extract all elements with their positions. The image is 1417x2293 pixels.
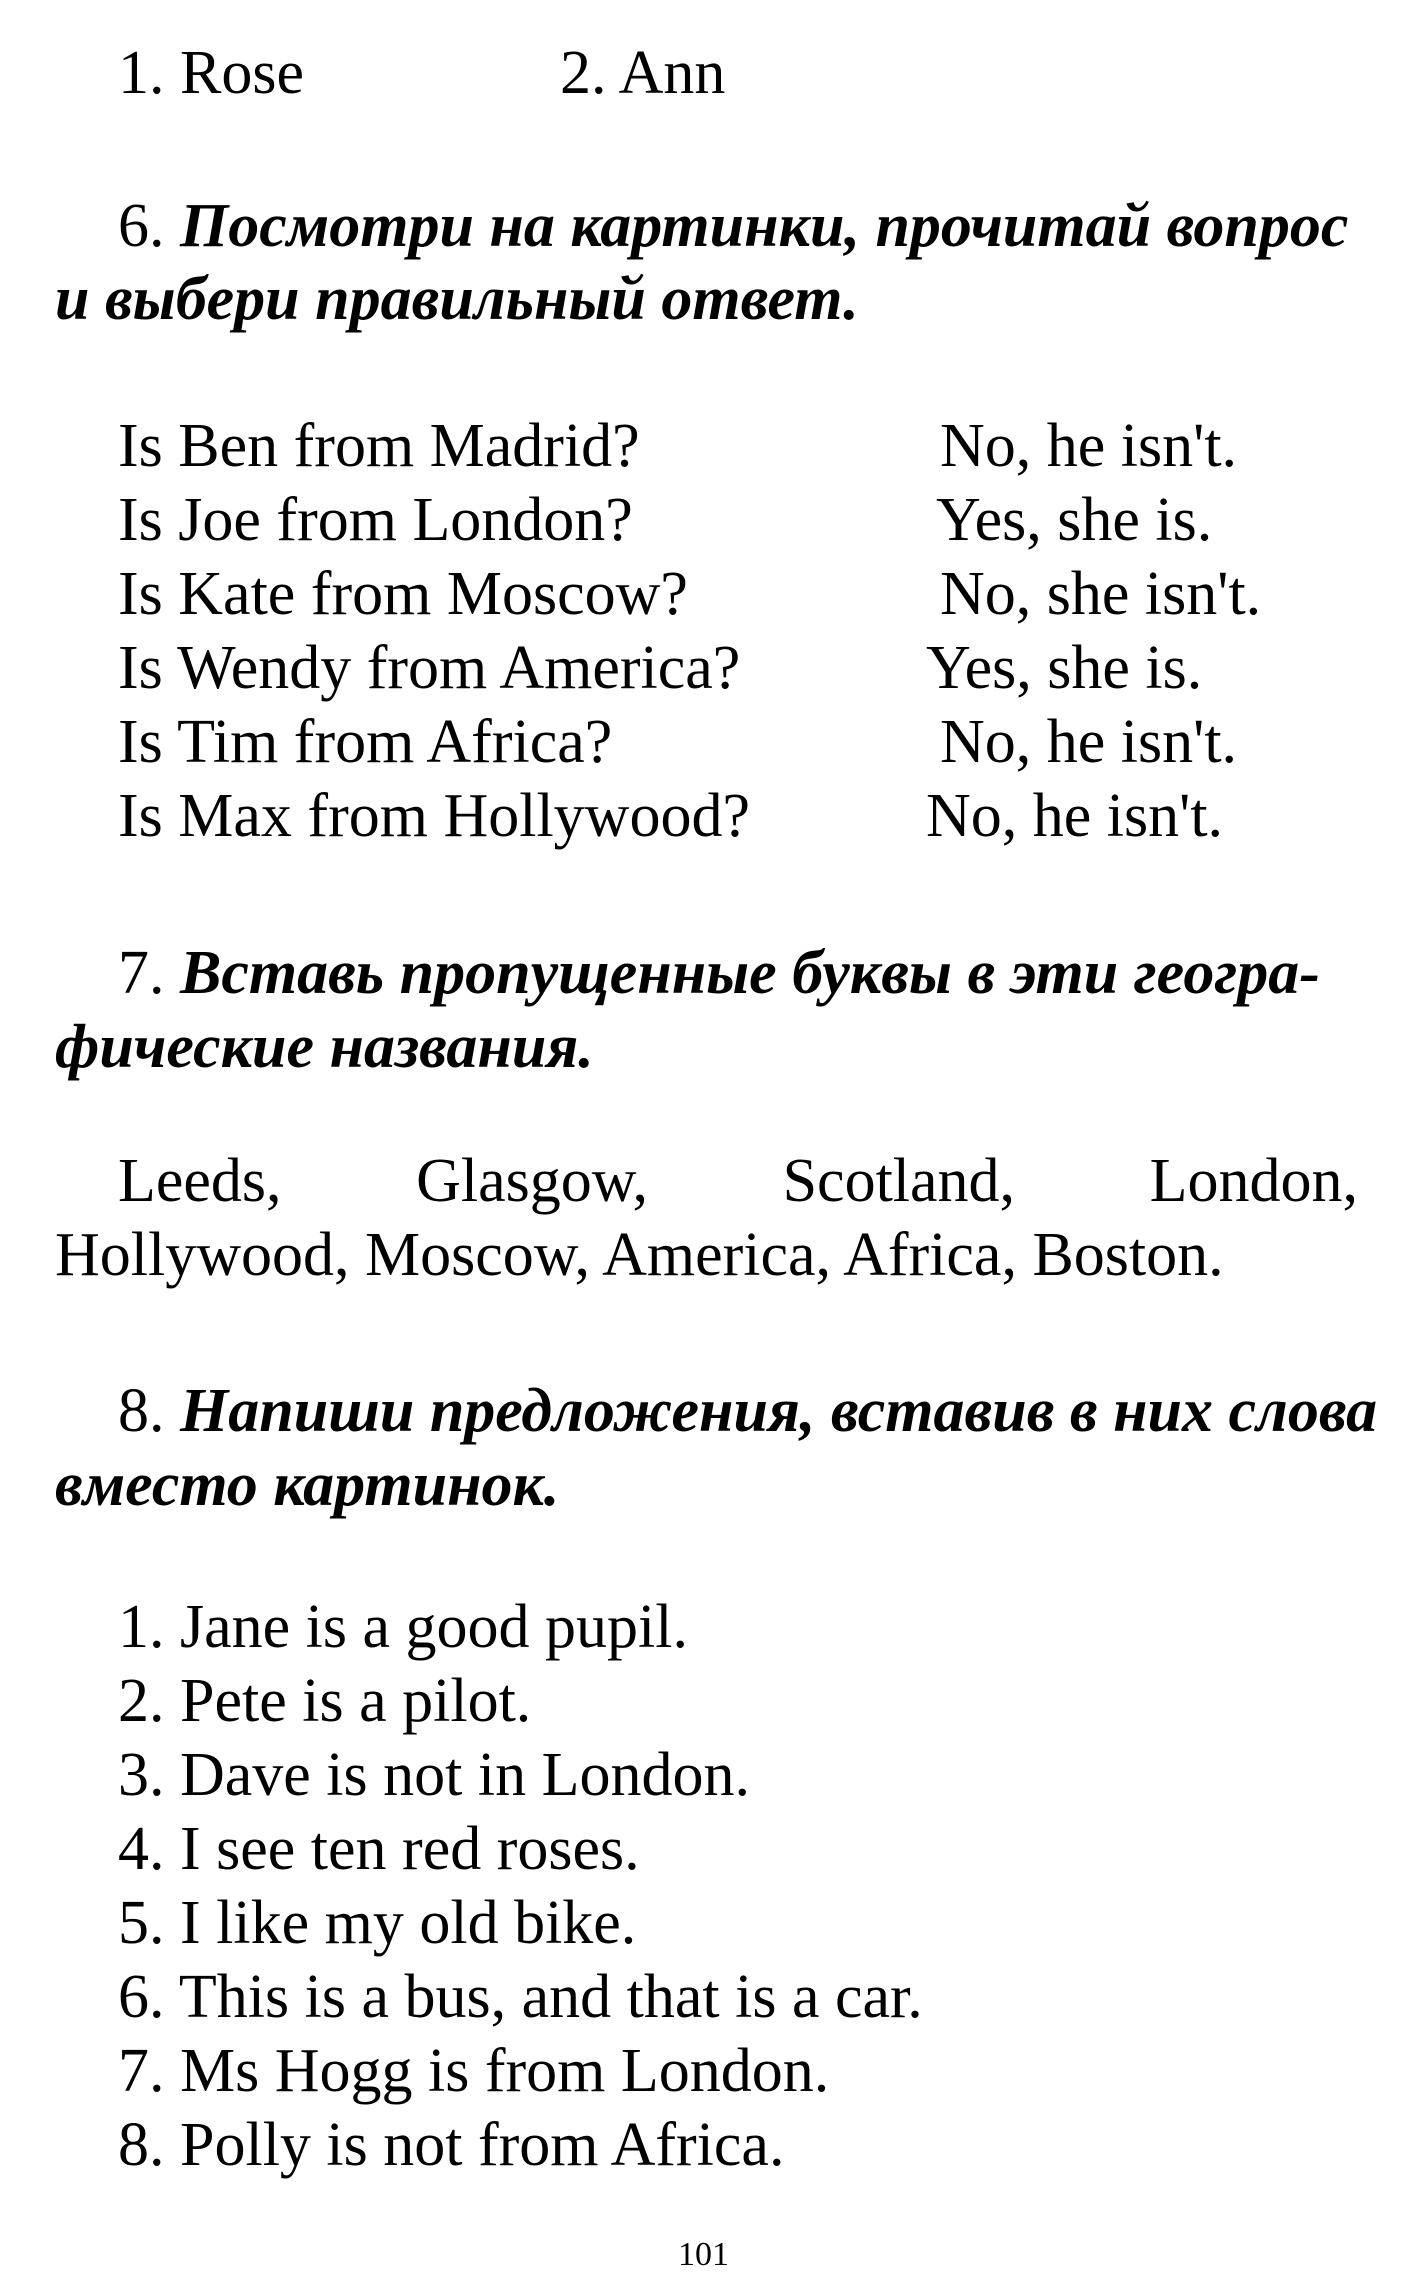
top-answer-1: 1. Rose [118, 39, 304, 107]
qa-row-4 [118, 634, 1358, 703]
task8-number: 8. [118, 1377, 165, 1445]
task6-instruction-line1 [118, 192, 1349, 260]
qa-answer: No, he isn't. [940, 412, 1238, 480]
qa-answer: No, she isn't. [940, 560, 1262, 628]
qa-row-1 [118, 412, 1358, 481]
task7-instruction-line2: фические названия. [55, 1013, 594, 1081]
task7-number: 7. [118, 939, 165, 1007]
qa-row-6 [118, 782, 1358, 851]
task7-instruction-text: Вставь пропущенные буквы в эти геогра- [180, 939, 1320, 1007]
qa-question: Is Wendy from America? [118, 634, 741, 702]
qa-question: Is Ben from Madrid? [118, 412, 640, 480]
page-number: 101 [678, 2236, 729, 2273]
task8-instruction-text: Напиши предложения, вставив в них слова [180, 1377, 1378, 1445]
geo-name: Leeds, [118, 1147, 282, 1215]
sentence-4: 4. I see ten red roses. [118, 1815, 640, 1883]
geo-names-line2: Hollywood, Moscow, America, Africa, Boston. [55, 1221, 1224, 1289]
geo-names-line1 [118, 1147, 1358, 1215]
qa-answer: No, he isn't. [940, 708, 1238, 776]
sentence-1: 1. Jane is a good pupil. [118, 1593, 688, 1661]
geo-name: London, [1149, 1147, 1358, 1215]
sentence-3: 3. Dave is not in London. [118, 1741, 750, 1809]
task8-instruction-line2: вместо картинок. [55, 1451, 560, 1519]
qa-row-3 [118, 560, 1358, 629]
task6-instruction-line2: и выбери правильный ответ. [55, 265, 859, 333]
geo-name: Glasgow, [416, 1147, 649, 1215]
sentence-7: 7. Ms Hogg is from London. [118, 2037, 830, 2105]
qa-question: Is Max from Hollywood? [118, 782, 750, 850]
qa-answer: Yes, she is. [926, 634, 1203, 702]
qa-question: Is Joe from London? [118, 486, 633, 554]
qa-answer: No, he isn't. [926, 782, 1224, 850]
task6-instruction-text: Посмотри на картинки, прочитай вопрос [180, 192, 1349, 260]
geo-name: Scotland, [782, 1147, 1016, 1215]
top-answer-2: 2. Ann [560, 39, 726, 107]
qa-question: Is Tim from Africa? [118, 708, 613, 776]
sentence-5: 5. I like my old bike. [118, 1889, 637, 1957]
task8-instruction-line1 [118, 1377, 1378, 1445]
qa-row-2 [118, 486, 1358, 555]
sentence-8: 8. Polly is not from Africa. [118, 2111, 785, 2179]
qa-question: Is Kate from Moscow? [118, 560, 688, 628]
task7-instruction-line1 [118, 939, 1320, 1007]
task6-number: 6. [118, 192, 165, 260]
sentence-2: 2. Pete is a pilot. [118, 1667, 532, 1735]
qa-row-5 [118, 708, 1358, 777]
qa-answer: Yes, she is. [936, 486, 1213, 554]
sentence-6: 6. This is a bus, and that is a car. [118, 1963, 923, 2031]
